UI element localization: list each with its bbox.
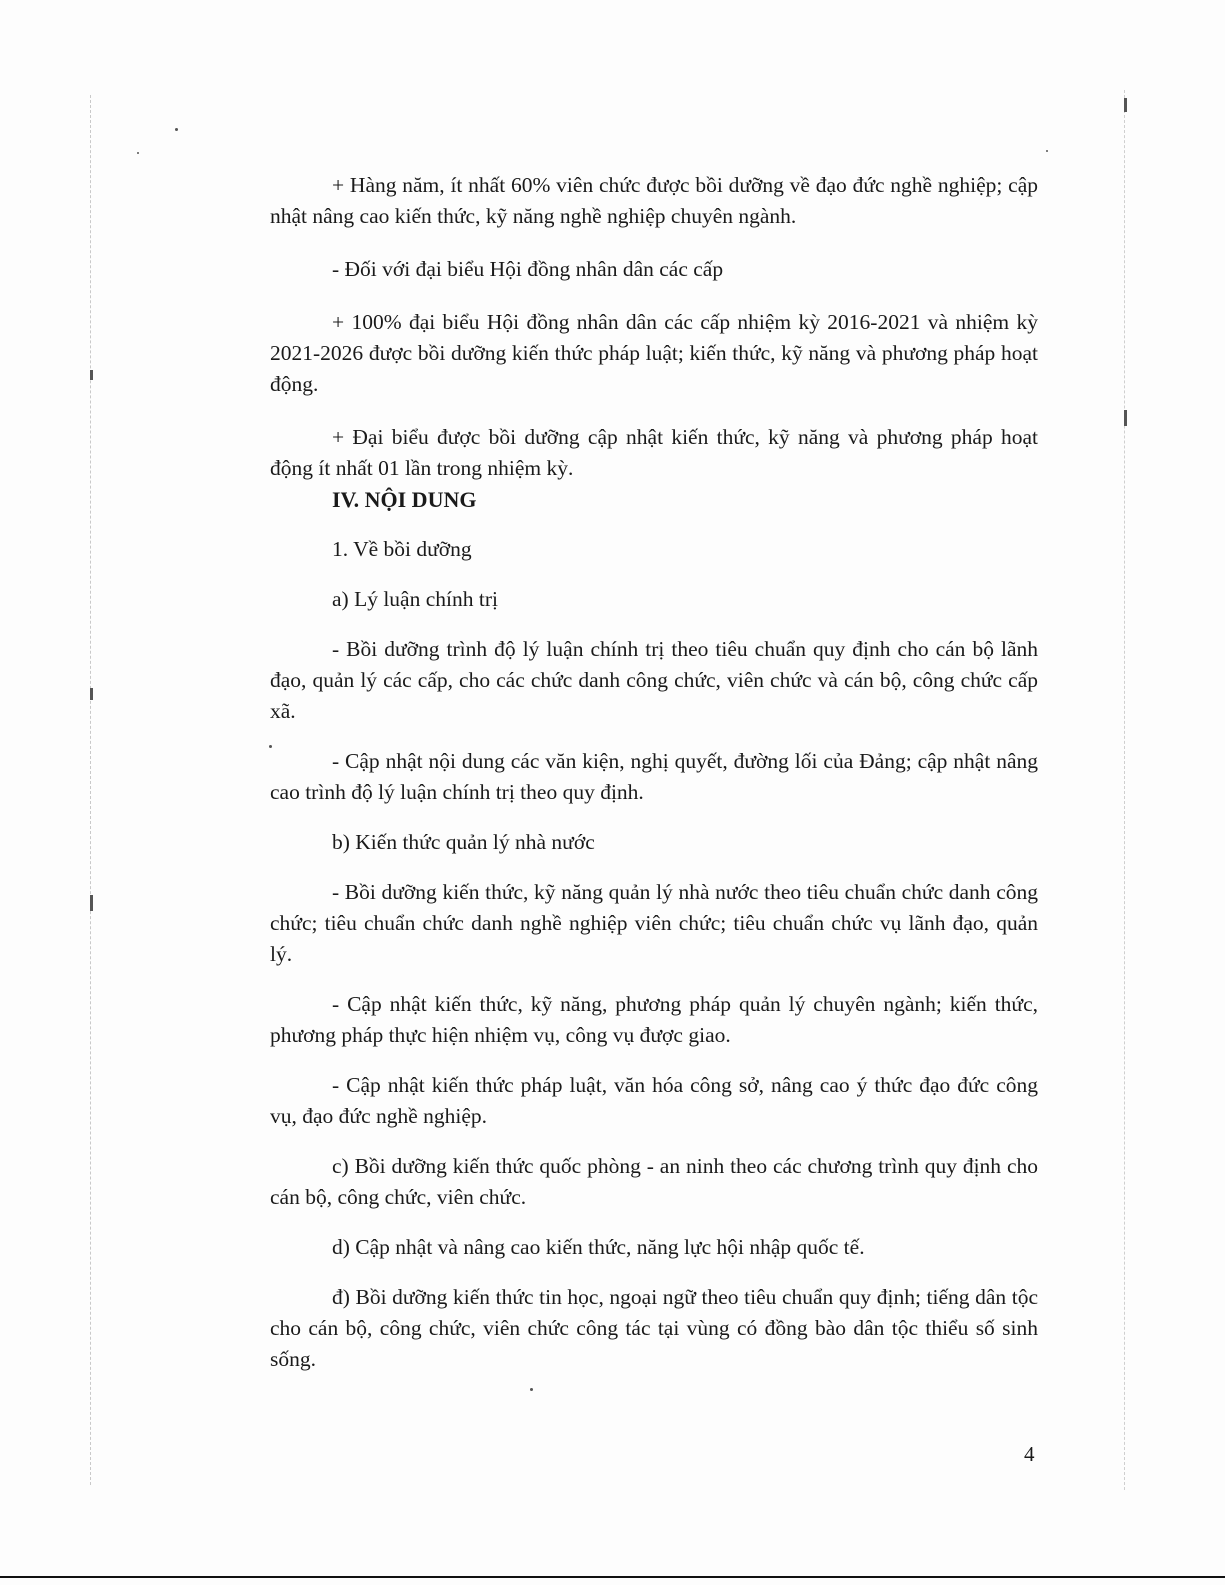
scan-speck: [1124, 410, 1127, 426]
scan-speck: [1046, 150, 1048, 152]
scan-edge-left: [90, 95, 92, 1485]
section-heading-nội-dung: IV. NỘI DUNG: [332, 487, 477, 512]
paragraph-cập-nhật-chuyên-ngành: - Cập nhật kiến thức, kỹ năng, phương pháp quản lý chuyên ngành; kiến thức, phương pháp thực hiện nhiệm vụ, công vụ được giao.: [270, 992, 1038, 1047]
scan-speck: [90, 370, 93, 380]
paragraph-cập-nhật-văn-kiện: - Cập nhật nội dung các văn kiện, nghị quyết, đường lối của Đảng; cập nhật nâng cao trình độ lý luận chính trị theo quy định.: [270, 749, 1038, 804]
scan-edge-right: [1124, 90, 1126, 1490]
scan-speck: [90, 688, 93, 700]
scan-speck: [137, 152, 139, 154]
paragraph-viên-chức-target: + Hàng năm, ít nhất 60% viên chức được bồi dưỡng về đạo đức nghề nghiệp; cập nhật nâng cao kiến thức, kỹ năng nghề nghiệp chuyên ngành.: [270, 173, 1038, 228]
scan-bottom-edge: [0, 1576, 1225, 1578]
subsection-về-bồi-dưỡng: 1. Về bồi dưỡng: [332, 537, 472, 561]
scan-speck: [530, 1388, 533, 1391]
item-quốc-phòng-an-ninh: c) Bồi dưỡng kiến thức quốc phòng - an ninh theo các chương trình quy định cho cán bộ, công chức, viên chức.: [270, 1154, 1038, 1209]
page-number: 4: [1024, 1442, 1035, 1466]
scan-speck: [1124, 98, 1127, 112]
paragraph-đại-biểu-target: + Đại biểu được bồi dưỡng cập nhật kiến thức, kỹ năng và phương pháp hoạt động ít nhất 01 lần trong nhiệm kỳ.: [270, 425, 1038, 480]
scan-speck: [175, 128, 178, 131]
paragraph-hđnd-target: + 100% đại biểu Hội đồng nhân dân các cấp nhiệm kỳ 2016-2021 và nhiệm kỳ 2021-2026 được bồi dưỡng kiến thức pháp luật; kiến thức, kỹ năng và phương pháp hoạt động.: [270, 310, 1038, 396]
item-lý-luận-chính-trị: a) Lý luận chính trị: [332, 587, 498, 611]
paragraph-cập-nhật-pháp-luật: - Cập nhật kiến thức pháp luật, văn hóa công sở, nâng cao ý thức đạo đức công vụ, đạo đức nghề nghiệp.: [270, 1073, 1038, 1128]
paragraph-hđnd-heading: - Đối với đại biểu Hội đồng nhân dân các cấp: [332, 257, 724, 281]
paragraph-bồi-dưỡng-lý-luận: - Bồi dưỡng trình độ lý luận chính trị theo tiêu chuẩn quy định cho cán bộ lãnh đạo, quản lý các cấp, cho các chức danh công chức, viên chức và cán bộ, công chức cấp xã.: [270, 637, 1038, 723]
paragraph-bồi-dưỡng-qlnn: - Bồi dưỡng kiến thức, kỹ năng quản lý nhà nước theo tiêu chuẩn chức danh công chức; tiêu chuẩn chức danh nghề nghiệp viên chức; tiêu chuẩn chức vụ lãnh đạo, quản lý.: [270, 880, 1038, 966]
item-hội-nhập-quốc-tế: d) Cập nhật và nâng cao kiến thức, năng lực hội nhập quốc tế.: [332, 1235, 865, 1259]
document-body: [270, 170, 1038, 1375]
scan-speck: [90, 895, 93, 911]
item-tin-học-ngoại-ngữ: đ) Bồi dưỡng kiến thức tin học, ngoại ngữ theo tiêu chuẩn quy định; tiếng dân tộc cho cán bộ, công chức, viên chức công tác tại vùng có đồng bào dân tộc thiểu số sinh sống.: [270, 1285, 1038, 1371]
item-kiến-thức-quản-lý: b) Kiến thức quản lý nhà nước: [332, 830, 595, 854]
